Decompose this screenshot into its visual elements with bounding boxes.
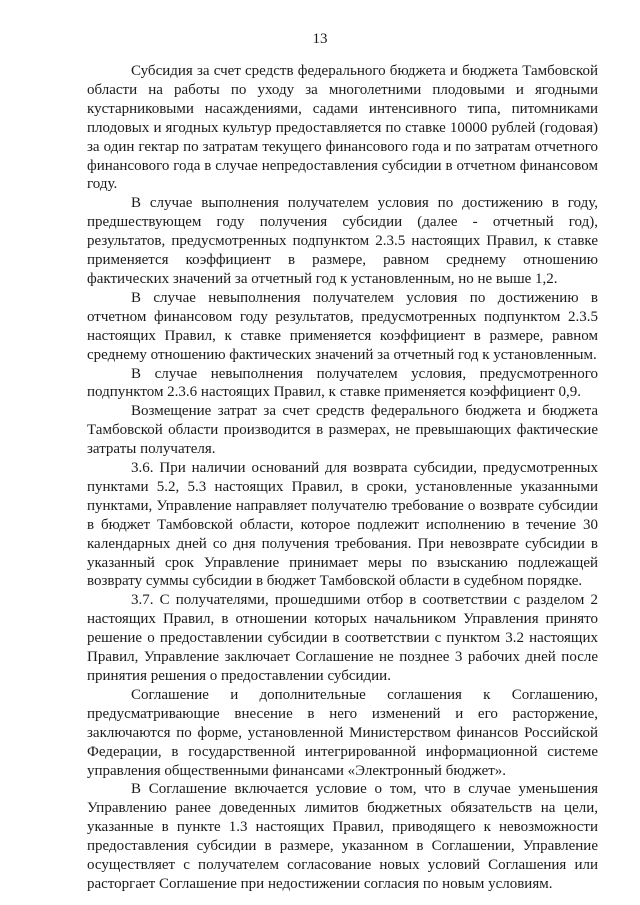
document-body: [87, 62, 598, 894]
paragraph-agreement-condition: В Соглашение включается условие о том, что в случае уменьшения Управлению ранее доведенных лимитов бюджетных обязательств на цели, указанные в пункте 1.3 настоящих Правил, приводящего к невозможности предоставления субсидии в размере, указанном в Соглашении, Управление осуществляет с получателем согласование новых условий Соглашения или расторгает Соглашение при недостижении согласия по новым условиям.: [87, 781, 598, 892]
paragraph-agreement-form: Соглашение и дополнительные соглашения к Соглашению, предусматривающие внесение в него изменений и его расторжение, заключаются по форме, установленной Министерством финансов Российской Федерации, в государственной интегрированной информационной системе управления общественными финансами «Электронный бюджет».: [87, 686, 598, 779]
page-number: 13: [312, 31, 328, 47]
paragraph-3-7-agreement: 3.7. С получателями, прошедшими отбор в соответствии с разделом 2 настоящих Правил, в отношении которых начальником Управления принято решение о предоставлении субсидии в соответствии с пунктом 3.2 настоящих Правил, Управление заключает Соглашение не позднее 3 рабочих дней после принятия решения о предоставлении субсидии.: [87, 592, 598, 684]
paragraph-3-6-refund: 3.6. При наличии оснований для возврата субсидии, предусмотренных пунктами 5.2, 5.3 настоящих Правил, в сроки, установленные указанными пунктами, Управление направляет получателю требование о возврате субсидии в бюджет Тамбовской области, которое подлежит исполнению в течение 30 календарных дней со дня получения требования. При невозврате субсидии в указанный срок Управление принимает меры по взысканию подлежащей возврату суммы субсидии в бюджет Тамбовской области в судебном порядке.: [87, 460, 598, 590]
paragraph-coefficient-fulfilled: В случае выполнения получателем условия по достижению в году, предшествующем году получения субсидии (далее - отчетный год), результатов, предусмотренных подпунктом 2.3.5 настоящих Правил, к ставке применяется коэффициент в размере, равном среднему отношению фактических значений за отчетный год к установленным, но не выше 1,2.: [87, 195, 598, 287]
paragraph-subsidy-rate: Субсидия за счет средств федерального бюджета и бюджета Тамбовской области на работы по уходу за многолетними плодовыми и ягодными кустарниковыми насаждениями, садами интенсивного типа, питомниками плодовых и ягодных культур предоставляется по ставке 10000 рублей (годовая) за один гектар по затратам текущего финансового года и по затратам отчетного финансового года в случае непредоставления субсидии в отчетном финансовом году.: [87, 63, 598, 193]
paragraph-cost-reimbursement: Возмещение затрат за счет средств федерального бюджета и бюджета Тамбовской области производится в размерах, не превышающих фактические затраты получателя.: [87, 403, 598, 458]
paragraph-coefficient-unfulfilled: В случае невыполнения получателем условия по достижению в отчетном финансовом году результатов, предусмотренных подпунктом 2.3.5 настоящих Правил, к ставке применяется коэффициент в размере, равном среднему отношению фактических значений за отчетный год к установленным.: [87, 289, 598, 363]
paragraph-coefficient-0-9: В случае невыполнения получателем условия, предусмотренного подпунктом 2.3.6 настоящих Правил, к ставке применяется коэффициент 0,9.: [87, 365, 598, 401]
